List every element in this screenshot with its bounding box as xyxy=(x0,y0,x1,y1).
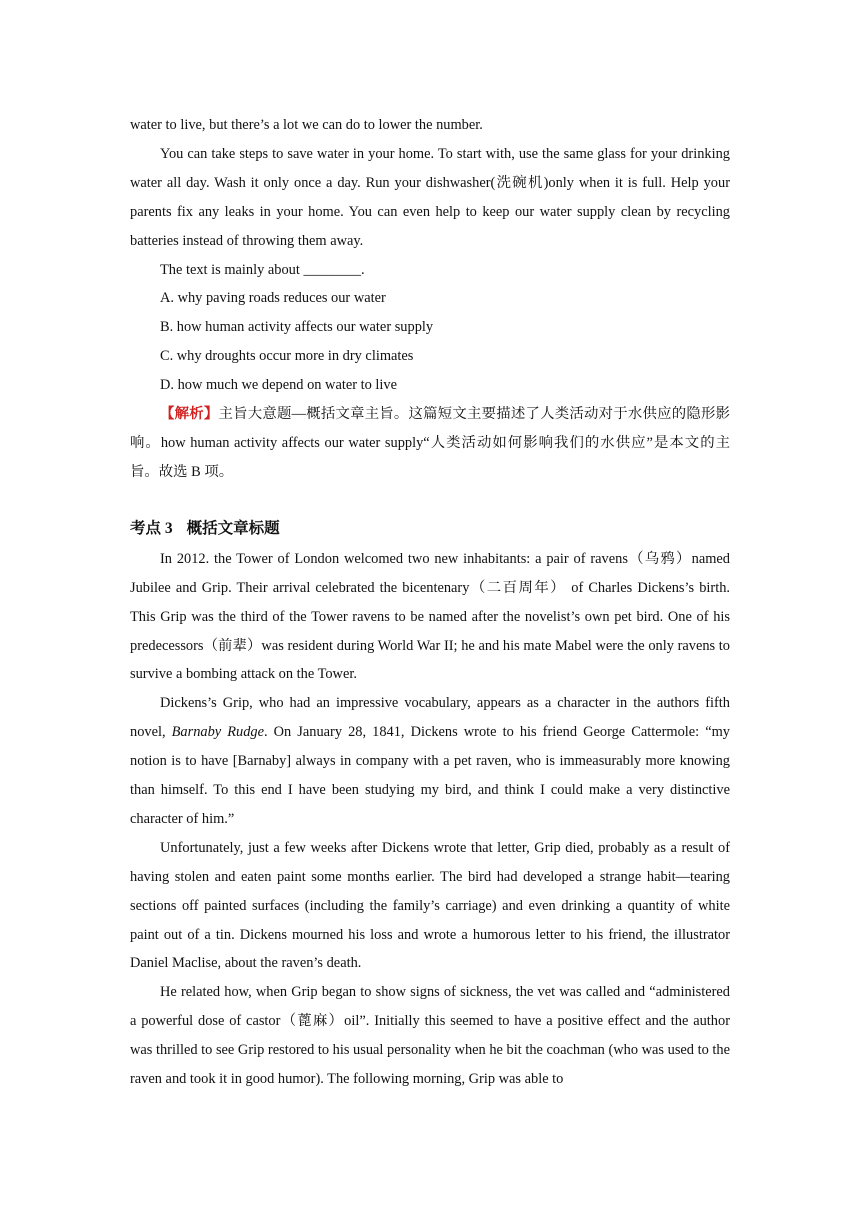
option-c: C. why droughts occur more in dry climates xyxy=(160,348,414,365)
analysis-paragraph xyxy=(130,400,730,487)
question-stem: The text is mainly about ________. xyxy=(160,261,365,278)
p3-text-before: Dickens’s Grip, who had an impressive vocabulary, appears as a character in the authors fifth novel, xyxy=(130,695,730,741)
paragraph-vet-called: He related how, when Grip began to show signs of sickness, the vet was called and “administered a powerful dose of castor（蓖麻）oil”. Initially this seemed to have a positive effect and the author was thrilled to see Grip restored to his usual personality when he bit the coachman (who was used to the raven and took it in good humor). The following morning, Grip was able to xyxy=(130,984,730,1088)
p3-text-after: . On January 28, 1841, Dickens wrote to his friend George Cattermole: “my notion is to have [Barnaby] always in company with a pet raven, who is immeasurably more knowing than himself. To this end I have been studying my bird, and think I could make a very distinctive character of him.” xyxy=(130,724,730,827)
section-title: 概括文章标题 xyxy=(186,519,280,537)
paragraph-tower-ravens: In 2012. the Tower of London welcomed two new inhabitants: a pair of ravens（乌鸦）named Jubilee and Grip. Their arrival celebrated the bicentenary（二百周年） of Charles Dickens’s birth. This Grip was the third of the Tower ravens to be named after the novelist’s own pet bird. One of his predecessors（前辈）was resident during World War II; he and his mate Mabel were the only ravens to survive a bombing attack on the Tower. xyxy=(130,550,730,683)
novel-title: Barnaby Rudge xyxy=(171,724,264,741)
option-d: D. how much we depend on water to live xyxy=(160,377,397,394)
analysis-text: 主旨大意题—概括文章主旨。这篇短文主要描述了人类活动对于水供应的隐形影响。how human activity affects our water supply“人类活动如何影响我们的水供应”是本文的主旨。故选 B 项。 xyxy=(130,406,730,480)
document-body xyxy=(130,111,730,1094)
option-b: B. how human activity affects our water supply xyxy=(160,319,434,336)
paragraph-grip-died: Unfortunately, just a few weeks after Dickens wrote that letter, Grip died, probably as a result of having stolen and eaten paint some months earlier. The bird had developed a strange habit—tearing sections off painted surfaces (including the family’s carriage) and even drinking a quantity of white paint out of a tin. Dickens mourned his loss and wrote a humorous letter to his friend, the illustrator Daniel Maclise, about the raven’s death. xyxy=(130,839,730,972)
option-a: A. why paving roads reduces our water xyxy=(160,290,386,307)
section-heading xyxy=(130,514,730,544)
paragraph-continuation: water to live, but there’s a lot we can do to lower the number. xyxy=(130,117,483,133)
analysis-tag: 【解析】 xyxy=(160,406,219,423)
paragraph-dickens-grip xyxy=(130,689,730,834)
paragraph-save-water: You can take steps to save water in your home. To start with, use the same glass for your drinking water all day. Wash it only once a day. Run your dishwasher(洗碗机)only when it is full. Help your parents fix any leaks in your home. You can even help to keep our water supply clean by recycling batteries instead of throwing them away. xyxy=(130,145,730,249)
section-number: 考点 3 xyxy=(130,519,173,537)
